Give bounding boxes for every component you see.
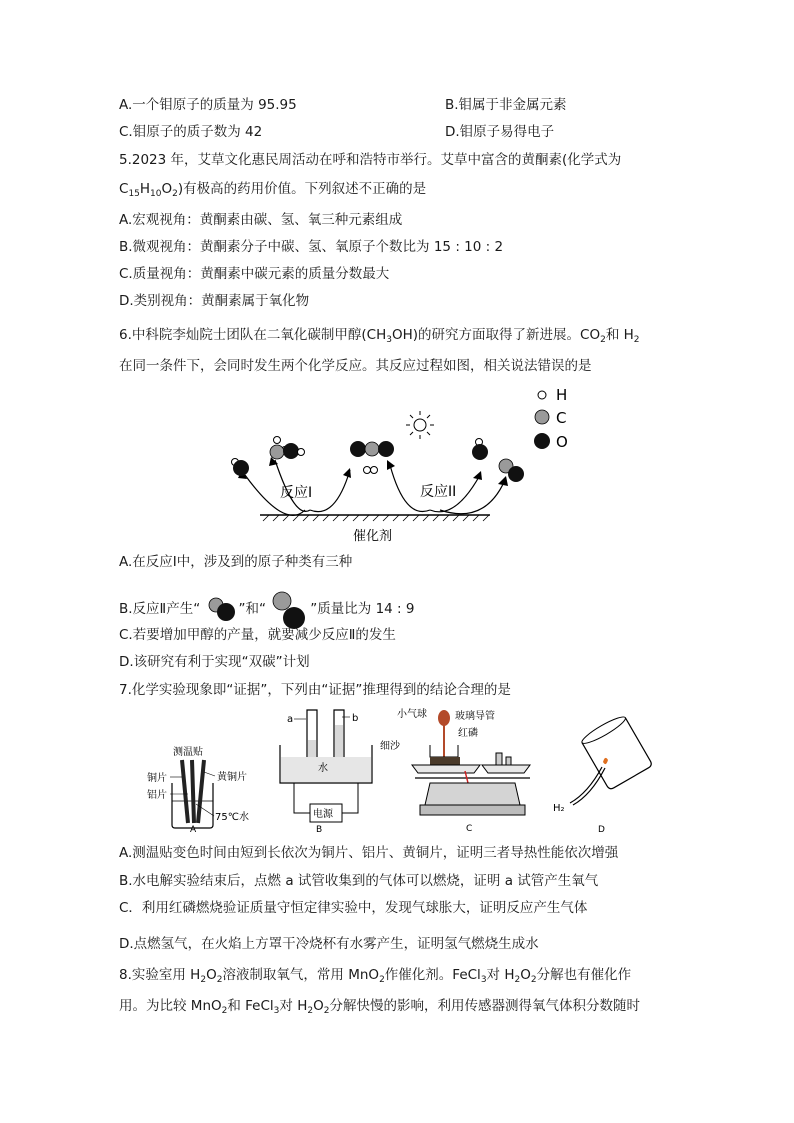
reaction1-label: 反应I — [280, 485, 313, 501]
svg-text:水: 水 — [318, 763, 328, 774]
q5-option-d: D.类别视角：黄酮素属于氧化物 — [119, 293, 310, 309]
svg-text:玻璃导管: 玻璃导管 — [455, 711, 495, 722]
q7-option-a: A.测温贴变色时间由短到长依次为铜片、铝片、黄铜片，证明三者导热性能依次增强 — [119, 845, 619, 861]
water-molecule-2 — [472, 439, 488, 461]
q7-option-b: B.水电解实验结束后，点燃 a 试管收集到的气体可以燃烧，证明 a 试管产生氧气 — [119, 873, 599, 889]
svg-text:铝片: 铝片 — [147, 790, 167, 801]
q8-stem-line1: 8.实验室用 $H_2O_2$溶液制取氧气，常用 MnO$_2$作催化剂。FeCl$_3$对 $H_2O_2$分解也有催化作 — [119, 967, 632, 985]
catalyst-label: 催化剂 — [353, 529, 393, 544]
q5-stem-line1: 5.2023 年，艾草文化惠民周活动在呼和浩特市举行。艾草中富含的黄酮素(化学式为 — [119, 152, 622, 168]
q4-option-b: B.钼属于非金属元素 — [445, 97, 567, 113]
q6-option-d: D.该研究有利于实现“双碳”计划 — [119, 654, 310, 670]
svg-text:75℃水: 75℃水 — [215, 812, 249, 823]
legend-h — [538, 386, 567, 404]
svg-text:铜片: 铜片 — [147, 773, 167, 784]
svg-text:O: O — [556, 433, 568, 451]
svg-text:黄铜片: 黄铜片 — [217, 772, 247, 783]
svg-text:电源: 电源 — [313, 809, 333, 820]
q6-option-a: A.在反应Ⅰ中，涉及到的原子种类有三种 — [119, 554, 353, 570]
catalyst-hatch — [263, 515, 489, 521]
q5-stem-line2: $C_{15}H_{10}O_2$)有极高的药用价值。下列叙述不正确的是 — [119, 181, 427, 199]
q7-option-c: C．利用红磷燃烧验证质量守恒定律实验中，发现气球胀大，证明反应产生气体 — [119, 900, 588, 916]
svg-text:b: b — [352, 713, 359, 724]
q5-option-a: A.宏观视角：黄酮素由碳、氢、氧三种元素组成 — [119, 212, 403, 228]
svg-text:B: B — [316, 825, 323, 835]
svg-text:H₂: H₂ — [553, 803, 565, 814]
svg-text:细沙: 细沙 — [380, 741, 400, 752]
svg-text:a: a — [287, 714, 294, 725]
svg-text:C: C — [466, 824, 473, 834]
q4-option-c: C.钼原子的质子数为 42 — [119, 124, 263, 140]
q4-option-d: D.钼原子易得电子 — [445, 124, 555, 140]
co-molecule — [499, 459, 524, 482]
experiment-c-figure — [380, 705, 540, 835]
reaction2-label: 反应II — [420, 484, 457, 500]
reaction-diagram — [225, 380, 585, 550]
q6-stem-line1: 6.中科院李灿院士团队在二氧化碳制甲醇$(CH_3OH)$的研究方面取得了新进展。$CO_2$和 $H_2$ — [119, 327, 640, 345]
h2-molecule — [364, 467, 378, 474]
legend-o — [534, 433, 568, 451]
q6-stem-line2: 在同一条件下，会同时发生两个化学反应。其反应过程如图，相关说法错误的是 — [119, 358, 592, 374]
methanol-molecule — [270, 437, 305, 460]
co2-molecule — [350, 441, 394, 457]
q8-stem-line2: 用。为比较 MnO$_2$和 FeCl$_3$对 $H_2O_2$分解快慢的影响，利用传感器测得氧气体积分数随时 — [119, 998, 640, 1016]
q6-option-c: C.若要增加甲醇的产量，就要减少反应Ⅱ的发生 — [119, 627, 396, 643]
co-molecule-icon — [205, 595, 239, 621]
sun-icon — [406, 411, 434, 439]
q6-option-b: B.反应Ⅱ产生“ ”和“ ”质量比为 14 : 9 — [119, 591, 414, 631]
svg-text:红磷: 红磷 — [458, 728, 478, 739]
q7-option-d: D.点燃氢气，在火焰上方罩干冷烧杯有水雾产生，证明氢气燃烧生成水 — [119, 936, 539, 952]
svg-text:D: D — [598, 825, 605, 835]
svg-text:A: A — [190, 825, 197, 835]
svg-text:小气球: 小气球 — [397, 709, 427, 720]
svg-text:H: H — [556, 386, 568, 404]
svg-text:C: C — [556, 409, 567, 427]
q7-stem: 7.化学实验现象即“证据”，下列由“证据”推理得到的结论合理的是 — [119, 682, 511, 698]
legend-c — [535, 409, 566, 427]
water-molecule-1 — [232, 459, 250, 477]
experiment-a-figure — [140, 705, 280, 835]
reaction1-curve-right — [310, 470, 350, 512]
experiment-d-figure — [548, 705, 658, 835]
q5-option-c: C.质量视角：黄酮素中碳元素的质量分数最大 — [119, 266, 390, 282]
svg-text:测温贴: 测温贴 — [173, 747, 203, 758]
q5-formula: $C_{15}H_{10}O_2$ — [119, 181, 178, 199]
experiment-b-figure — [272, 705, 382, 835]
q4-option-a: A.一个钼原子的质量为 95.95 — [119, 97, 297, 113]
q5-option-b: B.微观视角：黄酮素分子中碳、氢、氧原子个数比为 15 : 10 : 2 — [119, 239, 504, 255]
